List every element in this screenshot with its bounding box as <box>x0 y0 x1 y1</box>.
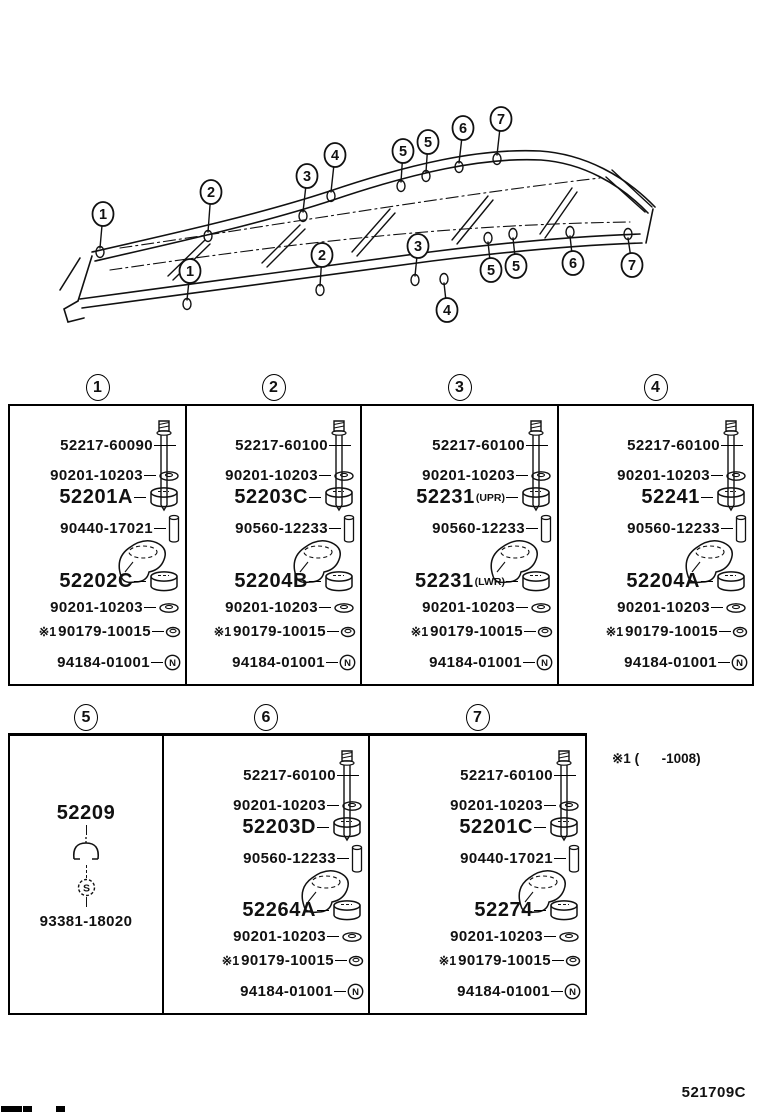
collar-icon <box>567 844 581 874</box>
section-cell-5 <box>10 708 164 1013</box>
part-row <box>168 847 364 870</box>
part-number: 52201A <box>59 486 133 508</box>
washer-icon <box>157 470 181 482</box>
part-number: 52203D <box>242 816 316 838</box>
svg-text:S: S <box>82 882 90 895</box>
callout-number: 2 <box>262 374 286 401</box>
leader-line <box>151 662 163 663</box>
part-number: 90560-12233 <box>243 850 336 867</box>
part-row <box>14 651 181 674</box>
washer-icon <box>157 602 181 614</box>
leader-line <box>544 936 556 937</box>
part-number: 90179-10015 <box>430 623 523 640</box>
part-number: 94184-01001 <box>57 654 150 671</box>
leader-line <box>526 528 538 529</box>
part-row <box>563 434 748 457</box>
part-number: 90201-10203 <box>450 797 543 814</box>
part-number: 52203C <box>234 486 308 508</box>
part-row <box>563 651 748 674</box>
leader-line <box>337 775 359 776</box>
part-number: 52217-60100 <box>235 437 328 454</box>
part-number: 90560-12233 <box>627 520 720 537</box>
circled-letter-icon <box>347 983 364 1000</box>
position-qualifier: (UPR) <box>475 491 505 504</box>
leader-line <box>317 910 329 911</box>
part-row <box>366 651 553 674</box>
leader-line <box>701 581 713 582</box>
leader-line <box>319 475 331 476</box>
part-number: 52217-60100 <box>460 767 553 784</box>
part-row <box>374 949 581 972</box>
washer-icon <box>529 470 553 482</box>
part-number: 90440-17021 <box>60 520 153 537</box>
svg-text:2: 2 <box>206 185 216 202</box>
leader-line <box>327 936 339 937</box>
leader-line <box>534 827 546 828</box>
part-row <box>14 596 181 619</box>
lower-part-rows <box>14 569 181 674</box>
part-number: 90201-10203 <box>450 928 543 945</box>
part-number: 90201-10203 <box>50 467 143 484</box>
section-cell-6 <box>164 708 370 1013</box>
callout-layer <box>93 107 643 322</box>
part-number: 90560-12233 <box>432 520 525 537</box>
leader-line <box>524 631 536 632</box>
part-row <box>563 620 748 643</box>
leader-line <box>86 897 87 907</box>
part-number: 90179-10015 <box>625 623 718 640</box>
leader-line <box>719 631 731 632</box>
callout-number: 6 <box>254 704 278 731</box>
callout-number: 5 <box>74 704 98 731</box>
print-artifact <box>56 1106 65 1112</box>
leader-line <box>506 581 518 582</box>
leader-line <box>337 858 349 859</box>
part-row <box>14 485 181 510</box>
part-row <box>366 464 553 487</box>
part-number: 90201-10203 <box>225 599 318 616</box>
svg-text:1: 1 <box>185 264 195 281</box>
circled-letter-icon <box>536 654 553 671</box>
part-row <box>168 925 364 948</box>
svg-text:7: 7 <box>627 258 637 275</box>
leader-line <box>317 827 329 828</box>
frame-diagram <box>0 0 760 365</box>
svg-text:3: 3 <box>302 169 312 186</box>
diagram-callout-5 <box>481 233 502 283</box>
part-number: 90179-10015 <box>241 952 334 969</box>
clamp-icon <box>66 835 106 865</box>
part-row <box>14 517 181 540</box>
nut-icon <box>537 626 553 638</box>
cushion-icon <box>322 486 356 510</box>
circled-letter-icon <box>339 654 356 671</box>
part-row <box>191 517 356 540</box>
leader-line <box>144 475 156 476</box>
collar-icon <box>350 844 364 874</box>
part-number: 90201-10203 <box>225 467 318 484</box>
svg-text:5: 5 <box>511 259 521 276</box>
part-row <box>374 794 581 817</box>
leader-line <box>154 445 176 446</box>
diagram-callout-5 <box>393 139 414 192</box>
leader-line <box>134 581 146 582</box>
callout-number: 4 <box>644 374 668 401</box>
part-number: 52217-60100 <box>432 437 525 454</box>
part-row <box>168 764 364 787</box>
leader-line <box>327 805 339 806</box>
nut-icon <box>732 626 748 638</box>
print-artifact <box>23 1106 32 1112</box>
part-number: 52264A <box>242 899 316 921</box>
part-row <box>366 517 553 540</box>
part-number: 90201-10203 <box>233 928 326 945</box>
svg-text:3: 3 <box>413 239 423 256</box>
cushion-icon <box>330 816 364 840</box>
part-row <box>374 925 581 948</box>
cushion-icon <box>147 570 181 594</box>
part-row <box>14 569 181 594</box>
leader-line <box>86 865 87 878</box>
part-number: 90179-10015 <box>233 623 326 640</box>
part-row <box>191 651 356 674</box>
upper-part-rows <box>191 434 356 540</box>
part-row <box>191 596 356 619</box>
diagram-callout-7 <box>622 229 643 278</box>
part-row <box>366 569 553 594</box>
cushion-icon <box>330 899 364 923</box>
part-row <box>563 596 748 619</box>
circled-letter-icon <box>77 878 96 897</box>
svg-text:N: N <box>169 658 176 669</box>
part-row <box>563 517 748 540</box>
part-number: 90179-10015 <box>458 952 551 969</box>
part-number: 52201C <box>459 816 533 838</box>
washer-icon <box>724 602 748 614</box>
washer-icon <box>332 602 356 614</box>
svg-text:7: 7 <box>496 112 506 129</box>
svg-text:N: N <box>352 987 359 998</box>
part-row <box>563 569 748 594</box>
leader-line <box>334 991 346 992</box>
lower-part-rows <box>191 569 356 674</box>
cushion-icon <box>714 486 748 510</box>
lower-part-rows <box>374 898 581 1003</box>
washer-icon <box>557 800 581 812</box>
part-row <box>191 620 356 643</box>
leader-line <box>152 631 164 632</box>
leader-line <box>516 607 528 608</box>
diagram-callout-4 <box>437 274 458 323</box>
part-number: 90201-10203 <box>422 467 515 484</box>
part-number: 90201-10203 <box>617 599 710 616</box>
upper-part-rows <box>563 434 748 540</box>
note-reference: ※1 <box>438 954 457 968</box>
collar-icon <box>734 514 748 544</box>
leader-line <box>327 631 339 632</box>
part-number: 52231 <box>415 570 474 592</box>
part-row <box>374 898 581 923</box>
collar-icon <box>342 514 356 544</box>
part-row <box>374 815 581 840</box>
note-reference: ※1 <box>221 954 240 968</box>
leader-line <box>329 528 341 529</box>
upper-part-rows <box>14 434 181 540</box>
washer-icon <box>340 800 364 812</box>
svg-text:N: N <box>569 987 576 998</box>
note-reference: ※1 <box>38 625 57 639</box>
part-row <box>563 464 748 487</box>
diagram-callout-2 <box>312 243 333 296</box>
section-cell-7 <box>370 708 585 1013</box>
diagram-callout-7 <box>491 107 512 165</box>
frame-rails <box>60 151 655 322</box>
part-number: 52204A <box>626 570 700 592</box>
leader-line <box>552 960 564 961</box>
upper-part-rows <box>168 764 364 870</box>
part-row <box>168 794 364 817</box>
leader-line <box>523 662 535 663</box>
part-number: 52217-60100 <box>243 767 336 784</box>
leader-line <box>309 497 321 498</box>
leader-line <box>516 475 528 476</box>
leader-line <box>335 960 347 961</box>
lower-part-rows <box>563 569 748 674</box>
washer-icon <box>529 602 553 614</box>
svg-text:5: 5 <box>486 263 496 280</box>
svg-text:N: N <box>541 658 548 669</box>
part-number: 90201-10203 <box>422 599 515 616</box>
leader-line <box>154 528 166 529</box>
leader-line <box>544 805 556 806</box>
section-cell-3 <box>362 378 559 684</box>
nut-icon <box>340 626 356 638</box>
leader-line <box>711 607 723 608</box>
leader-line <box>718 662 730 663</box>
part-stack <box>10 802 162 930</box>
part-number: 90201-10203 <box>233 797 326 814</box>
print-artifact <box>1 1106 22 1112</box>
upper-part-rows <box>374 764 581 870</box>
part-number: 90560-12233 <box>235 520 328 537</box>
part-number: 90201-10203 <box>50 599 143 616</box>
leader-line <box>554 858 566 859</box>
callout-number: 1 <box>86 374 110 401</box>
section-cell-4 <box>559 378 752 684</box>
svg-text:1: 1 <box>98 207 108 224</box>
section-cell-2 <box>187 378 362 684</box>
upper-parts-table <box>8 378 754 686</box>
leader-line <box>134 497 146 498</box>
part-row <box>366 620 553 643</box>
svg-text:6: 6 <box>458 121 468 138</box>
svg-text:5: 5 <box>398 144 408 161</box>
cushion-icon <box>519 486 553 510</box>
svg-text:6: 6 <box>568 256 578 273</box>
washer-icon <box>340 931 364 943</box>
leader-line <box>711 475 723 476</box>
part-number: 94184-01001 <box>624 654 717 671</box>
callout-number: 3 <box>448 374 472 401</box>
diagram-callout-1 <box>93 202 114 258</box>
part-number: 52217-60100 <box>627 437 720 454</box>
callout-number: 7 <box>466 704 490 731</box>
part-row <box>168 949 364 972</box>
leader-line <box>326 662 338 663</box>
nut-icon <box>565 955 581 967</box>
note-reference: ※1 <box>213 625 232 639</box>
leader-line <box>319 607 331 608</box>
leader-line <box>144 607 156 608</box>
part-row <box>168 898 364 923</box>
part-row <box>366 485 553 510</box>
part-row <box>14 464 181 487</box>
svg-text:4: 4 <box>330 148 340 165</box>
leader-line <box>534 910 546 911</box>
leader-line <box>329 445 351 446</box>
applicability-note: ※1 ( -1008) <box>612 751 701 766</box>
note-reference: ※1 <box>605 625 624 639</box>
part-number: 52231 <box>416 486 475 508</box>
svg-text:4: 4 <box>442 303 452 320</box>
part-row <box>191 464 356 487</box>
part-row <box>191 569 356 594</box>
part-number: 52204B <box>234 570 308 592</box>
part-row <box>168 980 364 1003</box>
cushion-icon <box>714 570 748 594</box>
part-number: 52274 <box>474 899 533 921</box>
part-number: 94184-01001 <box>232 654 325 671</box>
washer-icon <box>557 931 581 943</box>
diagram-callout-5 <box>506 229 527 279</box>
lower-parts-table <box>8 708 587 1015</box>
figure-code: 521709C <box>681 1084 746 1101</box>
part-number: 94184-01001 <box>457 983 550 1000</box>
circled-letter-icon <box>731 654 748 671</box>
leader-line <box>721 445 743 446</box>
part-row <box>191 434 356 457</box>
diagram-callout-6 <box>563 227 584 276</box>
nut-icon <box>165 626 181 638</box>
part-row <box>563 485 748 510</box>
part-row <box>366 434 553 457</box>
leader-line <box>701 497 713 498</box>
part-number: 90201-10203 <box>617 467 710 484</box>
part-row <box>366 596 553 619</box>
cushion-icon <box>547 816 581 840</box>
svg-text:5: 5 <box>423 135 433 152</box>
washer-icon <box>724 470 748 482</box>
part-row <box>14 434 181 457</box>
washer-icon <box>332 470 356 482</box>
part-row <box>191 485 356 510</box>
leader-line <box>551 991 563 992</box>
circled-letter-icon <box>164 654 181 671</box>
leader-line <box>554 775 576 776</box>
part-number: 94184-01001 <box>240 983 333 1000</box>
collar-icon <box>167 514 181 544</box>
svg-text:N: N <box>344 658 351 669</box>
leader-line <box>721 528 733 529</box>
diagram-callout-4 <box>325 143 346 202</box>
part-number: 94184-01001 <box>429 654 522 671</box>
part-number: 93381-18020 <box>39 913 133 930</box>
collar-icon <box>539 514 553 544</box>
section-cell-1 <box>10 378 187 684</box>
leader-line <box>526 445 548 446</box>
note-reference: ※1 <box>410 625 429 639</box>
upper-part-rows <box>366 434 553 540</box>
part-number: 90179-10015 <box>58 623 151 640</box>
diagram-callout-3 <box>408 234 429 286</box>
leader-line <box>506 497 518 498</box>
part-row <box>374 764 581 787</box>
part-number: 52202C <box>59 570 133 592</box>
part-number: 52209 <box>56 802 116 824</box>
svg-text:2: 2 <box>317 248 327 265</box>
svg-text:N: N <box>736 658 743 669</box>
leader-line <box>309 581 321 582</box>
part-number: 90440-17021 <box>460 850 553 867</box>
part-row <box>14 620 181 643</box>
leader-line <box>86 825 87 835</box>
part-row <box>374 980 581 1003</box>
part-row <box>374 847 581 870</box>
lower-part-rows <box>366 569 553 674</box>
circled-letter-icon <box>564 983 581 1000</box>
lower-part-rows <box>168 898 364 1003</box>
cushion-icon <box>547 899 581 923</box>
part-number: 52217-60090 <box>60 437 153 454</box>
nut-icon <box>348 955 364 967</box>
diagram-callout-3 <box>297 164 318 222</box>
part-row <box>168 815 364 840</box>
cushion-icon <box>519 570 553 594</box>
part-number: 52241 <box>641 486 700 508</box>
cushion-icon <box>322 570 356 594</box>
cushion-icon <box>147 486 181 510</box>
position-qualifier: (LWR) <box>474 575 505 588</box>
